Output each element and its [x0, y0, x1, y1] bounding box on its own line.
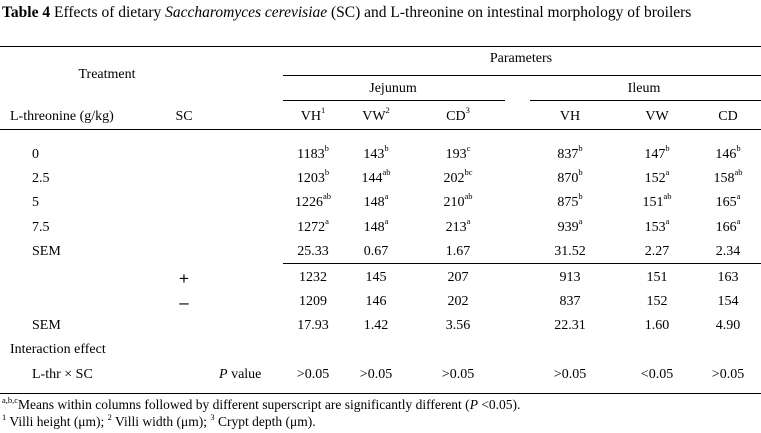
table-cell: 1272$^a$: [297, 216, 329, 235]
header-jejunum: Jejunum: [369, 81, 417, 96]
table-cell: 202: [447, 294, 469, 309]
table-cell: 163: [717, 270, 739, 285]
p-value: >0.05: [711, 367, 745, 382]
sem-label: SEM: [32, 318, 61, 333]
table-cell: $1226^{ab}$: [294, 191, 332, 210]
p-value: <0.05: [640, 367, 674, 382]
sem-value: 22.31: [554, 318, 586, 333]
table-cell: 193$^c$: [445, 143, 471, 162]
footnote-abbreviations: $^1$ Villi height (μm); $^2$ Villi width (μm); $^3$ Crypt depth (μm).: [2, 411, 316, 429]
table-cell: $202^{bc}$: [443, 167, 473, 186]
sem-value: 1.42: [363, 318, 389, 333]
table-cell: 151: [646, 270, 668, 285]
table-cell: 147$^b$: [644, 143, 670, 162]
table-cell: 146$^b$: [715, 143, 741, 162]
table-label: Table 4: [2, 4, 51, 21]
table-cell: 166$^a$: [715, 216, 741, 235]
footnote-significance: $^{a,b,c}$Means within columns followed by different superscript are significantly different (P <0.05).: [2, 394, 521, 412]
p-value: >0.05: [553, 367, 587, 382]
top-rule: [0, 46, 761, 47]
table-cell: 939$^a$: [557, 216, 583, 235]
jejunum-rule: [283, 100, 505, 101]
sem-value: 0.67: [363, 244, 389, 259]
sem-value: 4.90: [715, 318, 741, 333]
interaction-label: Interaction effect: [10, 342, 106, 357]
table-cell: 207: [447, 270, 469, 285]
p-value: >0.05: [296, 367, 330, 382]
table-cell: 913: [559, 270, 581, 285]
sem-label: SEM: [32, 244, 61, 259]
lthr-level: 7.5: [32, 220, 50, 235]
header-ileum-cd: CD: [718, 109, 738, 124]
header-ileum: Ileum: [627, 81, 661, 96]
header-ileum-vh: VH: [559, 109, 581, 124]
sem-value: 3.56: [445, 318, 471, 333]
header-jejunum-cd: $CD^3$: [446, 105, 470, 124]
table-cell: 148$^a$: [363, 191, 389, 210]
caption-text-before: Effects of dietary: [50, 4, 166, 21]
header-parameters: Parameters: [489, 51, 553, 66]
sem-value: 2.27: [644, 244, 670, 259]
table-cell: 1232: [299, 270, 327, 285]
sem-value: 1.60: [644, 318, 670, 333]
sc-section-rule: [283, 263, 761, 264]
table-cell: 213$^a$: [445, 216, 471, 235]
table-cell: $158^{ab}$: [713, 167, 743, 186]
table-cell: 875$^b$: [557, 191, 583, 210]
table-cell: 154: [717, 294, 739, 309]
p-value-label: P value: [219, 367, 262, 382]
lthr-level: 2.5: [32, 171, 50, 186]
table-cell: 143$^b$: [363, 143, 389, 162]
lthr-level: 5: [32, 195, 39, 210]
table-cell: 1203$^b$: [296, 167, 330, 186]
sem-value: 2.34: [715, 244, 741, 259]
header-bottom-rule: [0, 129, 761, 130]
caption-text-after: (SC) and L-threonine on intestinal morphology of broilers: [327, 4, 692, 21]
sc-sign: +: [179, 269, 189, 288]
table-cell: 148$^a$: [363, 216, 389, 235]
table-cell: 152: [646, 294, 668, 309]
header-ileum-vw: VW: [645, 109, 669, 124]
header-sc: SC: [175, 109, 193, 124]
table-cell: 165$^a$: [715, 191, 741, 210]
bottom-rule: [0, 393, 761, 394]
header-lthr: L-threonine (g/kg): [10, 109, 114, 124]
table-cell: $144^{ab}$: [361, 167, 391, 186]
sc-sign: –: [179, 293, 189, 312]
sem-value: 1.67: [445, 244, 471, 259]
sem-value: 17.93: [297, 318, 329, 333]
sem-value: 31.52: [554, 244, 586, 259]
p-value: >0.05: [359, 367, 393, 382]
table-cell: $151^{ab}$: [642, 191, 672, 210]
table-cell: 870$^b$: [557, 167, 583, 186]
table-cell: 153$^a$: [644, 216, 670, 235]
table-cell: 145: [365, 270, 387, 285]
lthr-level: 0: [32, 147, 39, 162]
ileum-rule: [530, 100, 761, 101]
table-cell: $210^{ab}$: [443, 191, 473, 210]
p-value: >0.05: [441, 367, 475, 382]
header-jejunum-vw: $VW^2$: [362, 105, 390, 124]
parameters-rule: [283, 75, 761, 76]
sem-value: 25.33: [297, 244, 329, 259]
header-jejunum-vh: $VH^1$: [300, 105, 326, 124]
table-cell: 146: [365, 294, 387, 309]
table-cell: 152$^a$: [644, 167, 670, 186]
table-caption: [2, 4, 757, 22]
table-cell: 1183$^b$: [297, 143, 329, 162]
table-cell: 837: [559, 294, 581, 309]
header-treatment: Treatment: [78, 67, 136, 82]
caption-species: Saccharomyces cerevisiae: [165, 4, 328, 21]
table-cell: 837$^b$: [557, 143, 583, 162]
table-cell: 1209: [299, 294, 327, 309]
interaction-term: L-thr × SC: [32, 367, 93, 382]
